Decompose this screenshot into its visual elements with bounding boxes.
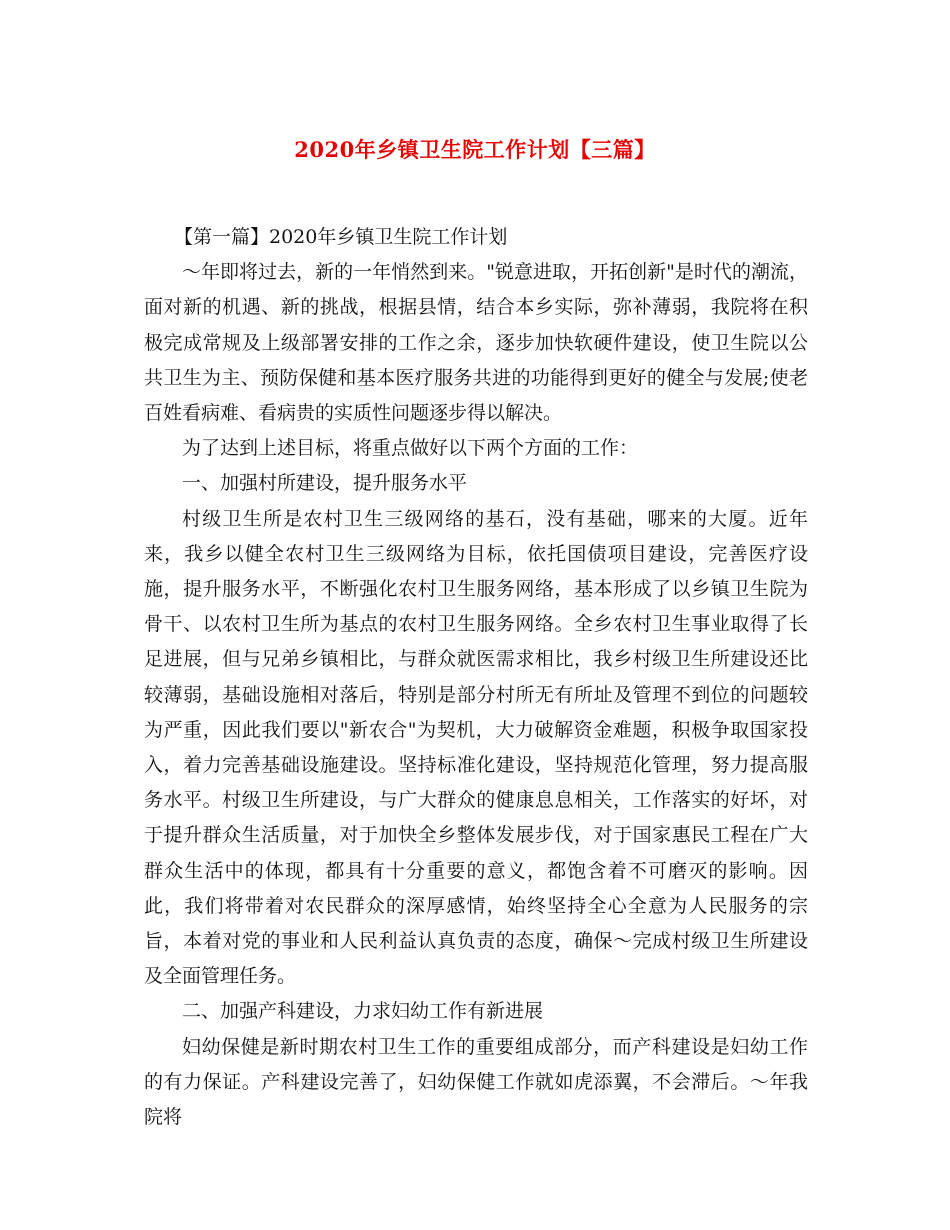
body-paragraph: 妇幼保健是新时期农村卫生工作的重要组成部分，而产科建设是妇幼工作的有力保证。产科建设完善了，妇幼保健工作就如虎添翼，不会滞后。～年我院将 — [144, 1035, 808, 1129]
body-paragraph: 村级卫生所是农村卫生三级网络的基石，没有基础，哪来的大厦。近年来，我乡以健全农村卫生三级网络为目标，依托国债项目建设，完善医疗设施，提升服务水平，不断强化农村卫生服务网络，基本形成了以乡镇卫生院为骨干、以农村卫生所为基点的农村卫生服务网络。全乡农村卫生事业取得了长足进展，但与兄弟乡镇相比，与群众就医需求相比，我乡村级卫生所建设还比较薄弱，基础设施相对落后，特别是部分村所无有所址及管理不到位的问题较为严重，因此我们要以"新农合"为契机，大力破解资金难题，积极争取国家投入，着力完善基础设施建设。坚持标准化建设，坚持规范化管理，努力提高服务水平。村级卫生所建设，与广大群众的健康息息相关，工作落实的好坏，对于提升群众生活质量，对于加快全乡整体发展步伐，对于国家惠民工程在广大群众生活中的体现，都具有十分重要的意义，都饱含着不可磨灭的影响。因此，我们将带着对农民群众的深厚感情，始终坚持全心全意为人民服务的宗旨，本着对党的事业和人民利益认真负责的态度，确保～完成村级卫生所建设及全面管理任务。 — [144, 507, 808, 988]
body-paragraph: 为了达到上述目标，将重点做好以下两个方面的工作： — [182, 437, 639, 460]
document-title: 2020年乡镇卫生院工作计划【三篇】 — [294, 137, 656, 162]
body-paragraph: ～年即将过去，新的一年悄然到来。"锐意进取，开拓创新"是时代的潮流，面对新的机遇、新的挑战，根据县情，结合本乡实际，弥补薄弱，我院将在积极完成常规及上级部署安排的工作之余，逐步加快软硬件建设，使卫生院以公共卫生为主、预防保健和基本医疗服务共进的功能得到更好的健全与发展;使老百姓看病难、看病贵的实质性问题逐步得以解决。 — [144, 261, 808, 425]
section-heading: 一、加强村所建设，提升服务水平 — [182, 472, 468, 495]
section-heading: 二、加强产科建设，力求妇幼工作有新进展 — [182, 1000, 544, 1023]
document-body — [144, 220, 808, 1135]
section-heading-part-one: 【第一篇】2020年乡镇卫生院工作计划 — [174, 226, 508, 248]
